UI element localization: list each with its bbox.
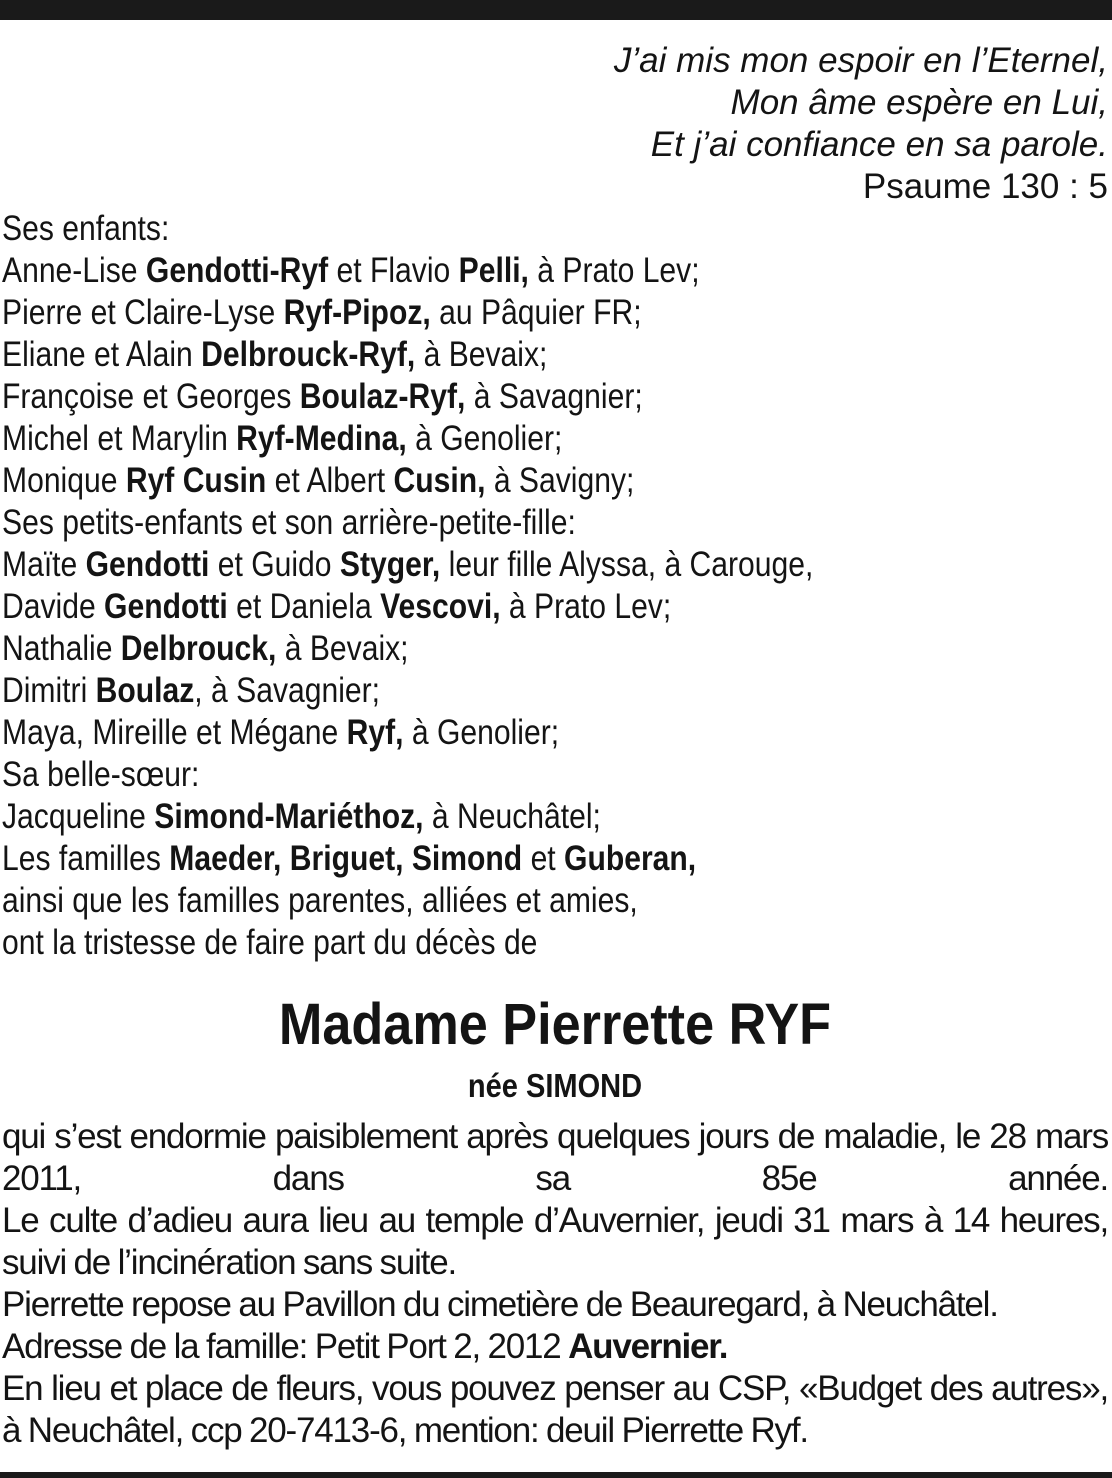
verse-line: Mon âme espère en Lui, xyxy=(730,83,1108,122)
family-line xyxy=(2,586,953,628)
family-text: à Genolier; xyxy=(403,713,560,752)
family-surname: Ryf-Pipoz, xyxy=(283,293,431,332)
family-text: Nathalie xyxy=(2,629,121,668)
family-text: ont la tristesse de faire part du décès de xyxy=(2,923,538,962)
family-surname: Ryf-Medina, xyxy=(236,419,407,458)
family-line xyxy=(2,670,953,712)
family-text: Dimitri xyxy=(2,671,96,710)
family-surname: Ryf, xyxy=(346,713,404,752)
family-surname: Pelli, xyxy=(458,251,529,290)
family-text: Eliane et Alain xyxy=(2,335,202,374)
family-surname: Boulaz xyxy=(95,671,195,710)
family-line xyxy=(2,544,953,586)
family-text: Ses enfants: xyxy=(2,209,170,248)
family-line xyxy=(2,754,953,796)
verse-line: J’ai mis mon espoir en l’Eternel, xyxy=(613,41,1108,80)
viewing-text: Pierrette repose au Pavillon du cimetière de Beauregard, à Neuchâtel. xyxy=(2,1285,998,1324)
notice-details xyxy=(2,1116,1108,1452)
family-text: Françoise et Georges xyxy=(2,377,300,416)
family-line xyxy=(2,838,953,880)
verse-line: Et j’ai confiance en sa parole. xyxy=(650,125,1108,164)
family-line xyxy=(2,880,953,922)
obituary-notice xyxy=(2,40,1108,1452)
deceased-name: Madame Pierrette RYF xyxy=(278,992,832,1057)
bottom-rule xyxy=(0,1472,1112,1478)
family-line xyxy=(2,292,953,334)
family-text: à Genolier; xyxy=(406,419,563,458)
family-text: Les familles xyxy=(2,839,170,878)
family-text: et xyxy=(522,839,565,878)
family-text: leur fille Alyssa, à Carouge, xyxy=(440,545,814,584)
family-line xyxy=(2,376,953,418)
family-surname: Styger, xyxy=(339,545,441,584)
address-paragraph xyxy=(2,1326,1108,1368)
family-text: Maya, Mireille et Mégane xyxy=(2,713,347,752)
donation-paragraph xyxy=(2,1368,1108,1452)
family-text: à Bevaix; xyxy=(415,335,548,374)
family-line xyxy=(2,208,953,250)
family-text: à Bevaix; xyxy=(276,629,409,668)
death-paragraph xyxy=(2,1116,1108,1200)
family-surname: Gendotti xyxy=(85,545,210,584)
donation-text: En lieu et place de fleurs, vous pouvez penser au CSP, «Budget des autres», à Neuchâtel, ccp 20-7413-6, mention: deuil Pierrette Ryf. xyxy=(2,1369,1108,1450)
family-text: à Savigny; xyxy=(485,461,635,500)
address-text: Adresse de la famille: Petit Port 2, 2012 xyxy=(2,1327,569,1366)
family-text: Davide xyxy=(2,587,105,626)
family-surname: Guberan, xyxy=(564,839,697,878)
family-line xyxy=(2,922,953,964)
family-surname: Boulaz-Ryf, xyxy=(299,377,466,416)
family-line xyxy=(2,460,953,502)
family-text: à Prato Lev; xyxy=(528,251,700,290)
family-text: ainsi que les familles parentes, alliées et amies, xyxy=(2,881,638,920)
family-text: à Prato Lev; xyxy=(500,587,672,626)
family-surname: Maeder, Briguet, Simond xyxy=(169,839,523,878)
family-text: , à Savagnier; xyxy=(194,671,381,710)
family-text: Sa belle-sœur: xyxy=(2,755,200,794)
family-text: Maïte xyxy=(2,545,86,584)
viewing-paragraph xyxy=(2,1284,1108,1326)
family-line xyxy=(2,628,953,670)
family-text: Monique xyxy=(2,461,126,500)
psalm-reference: Psaume 130 : 5 xyxy=(862,167,1108,206)
family-line xyxy=(2,250,953,292)
address-locality: Auvernier. xyxy=(568,1327,728,1366)
family-surname: Gendotti xyxy=(104,587,228,626)
family-text: Ses petits-enfants et son arrière-petite-fille: xyxy=(2,503,576,542)
family-text: Jacqueline xyxy=(2,797,155,836)
death-text: qui s’est endormie paisiblement après quelques jours de maladie, le 28 mars 2011, dans sa 85e année. xyxy=(2,1117,1108,1198)
family-line xyxy=(2,712,953,754)
family-text: Pierre et Claire-Lyse xyxy=(2,293,284,332)
ceremony-paragraph xyxy=(2,1200,1108,1284)
ceremony-text: Le culte d’adieu aura lieu au temple d’Auvernier, jeudi 31 mars à 14 heures, suivi de l’incinération sans suite. xyxy=(2,1201,1108,1282)
family-list xyxy=(2,208,1108,964)
family-text: Anne-Lise xyxy=(2,251,146,290)
family-text: au Pâquier FR; xyxy=(430,293,642,332)
family-line xyxy=(2,334,953,376)
family-surname: Vescovi, xyxy=(380,587,501,626)
family-line xyxy=(2,418,953,460)
family-surname: Simond-Mariéthoz, xyxy=(154,797,424,836)
family-surname: Delbrouck, xyxy=(120,629,277,668)
family-text: Michel et Marylin xyxy=(2,419,237,458)
family-text: à Neuchâtel; xyxy=(423,797,601,836)
family-text: et Flavio xyxy=(328,251,459,290)
family-text: et Daniela xyxy=(227,587,381,626)
family-surname: Ryf Cusin xyxy=(125,461,267,500)
family-line xyxy=(2,502,953,544)
psalm-quote xyxy=(2,40,1108,166)
top-rule xyxy=(0,0,1112,20)
maiden-name: née SIMOND xyxy=(467,1067,643,1104)
family-text: et Guido xyxy=(209,545,340,584)
family-line xyxy=(2,796,953,838)
family-surname: Cusin, xyxy=(393,461,486,500)
family-text: à Savagnier; xyxy=(465,377,643,416)
family-surname: Delbrouck-Ryf, xyxy=(201,335,416,374)
family-surname: Gendotti-Ryf xyxy=(145,251,329,290)
family-text: et Albert xyxy=(266,461,394,500)
